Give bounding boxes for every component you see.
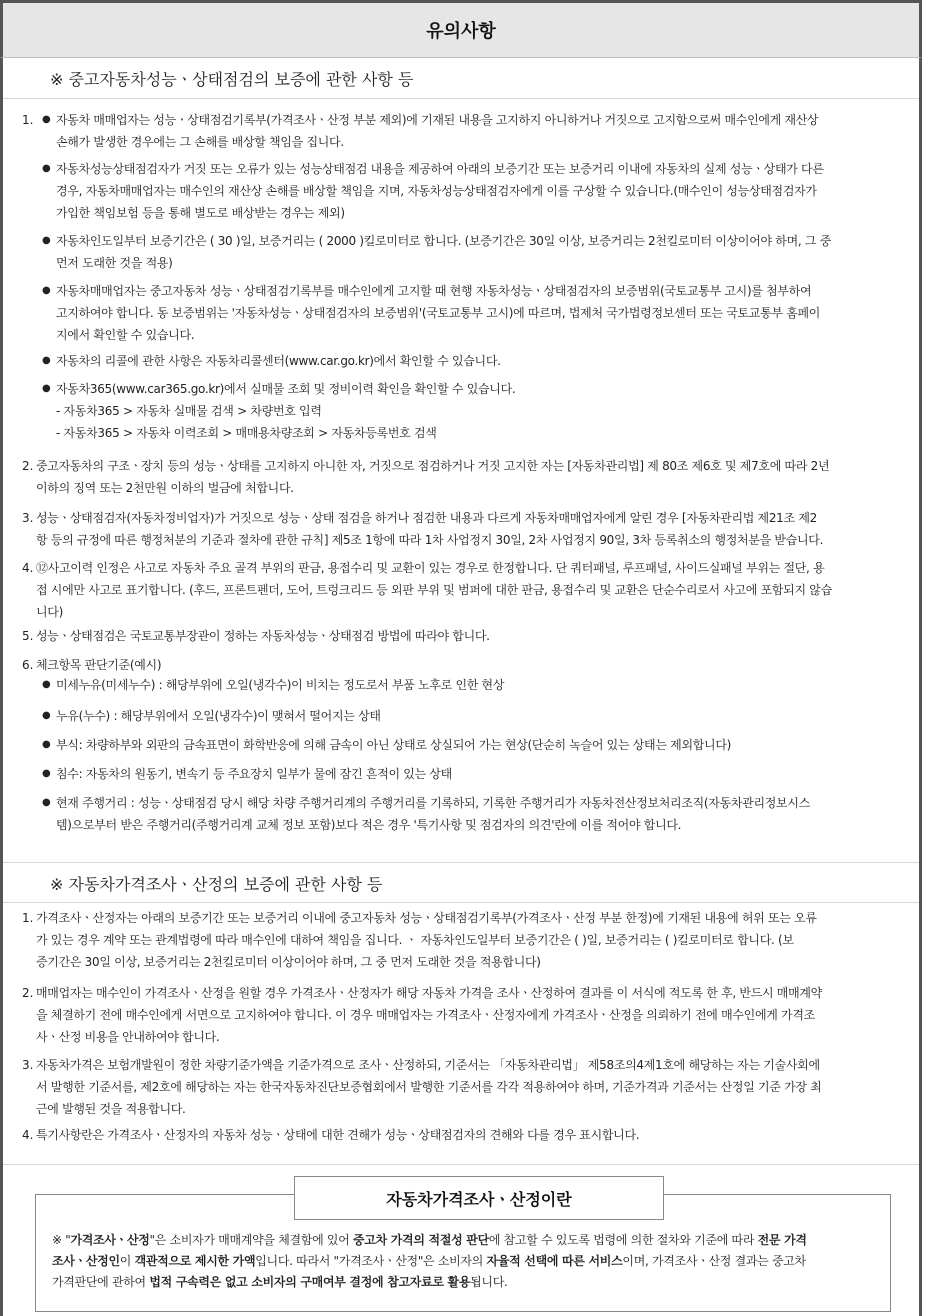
info-box-line: ※ "가격조사ㆍ산정"은 소비자가 매매계약을 체결함에 있어 중고차 가격의 적절성 판단에 참고할 수 있도록 법령에 의한 절차와 기준에 따라 전문 가격	[52, 1233, 807, 1247]
section2-heading: ※ 자동차가격조사ㆍ산정의 보증에 관한 사항 등	[50, 875, 383, 894]
item-text: 중고자동차의 구조ㆍ장치 등의 성능ㆍ상태를 고지하지 아니한 자, 거짓으로 점검하거나 거짓 고지한 자는 [자동차관리법] 제 80조 제6호 및 제7호에 따라 2년	[36, 459, 830, 473]
bullet-icon: ●	[42, 355, 51, 366]
item-text: 니다)	[36, 605, 63, 619]
bullet-text: 자동차매매업자는 중고자동차 성능ㆍ상태점검기록부를 매수인에게 고지할 때 현행 자동차성능ㆍ상태점검자의 보증범위(국토교통부 고시)를 첨부하여	[56, 284, 812, 298]
bullet-text: 침수: 자동차의 원동기, 변속기 등 주요장치 일부가 물에 잠긴 흔적이 있는 상태	[56, 767, 452, 781]
item-text: 성능ㆍ상태점검은 국토교통부장관이 정하는 자동차성능ㆍ상태점검 방법에 따라야 합니다.	[36, 629, 490, 643]
item-text: 근에 발행된 것을 적용합니다.	[36, 1102, 186, 1116]
bullet-text: - 자동차365 > 자동차 실매물 검색 > 차량번호 입력	[56, 404, 322, 418]
item-text: 이하의 징역 또는 2천만원 이하의 벌금에 처합니다.	[36, 481, 294, 495]
item-number: 5.	[22, 629, 34, 643]
bullet-text: 자동차의 리콜에 관한 사항은 자동차리콜센터(www.car.go.kr)에서 확인할 수 있습니다.	[56, 354, 501, 368]
divider	[3, 98, 919, 99]
bullet-icon: ●	[42, 235, 51, 246]
bullet-icon: ●	[42, 739, 51, 750]
bullet-icon: ●	[42, 114, 51, 125]
bullet-text: 자동차인도일부터 보증기간은 ( 30 )일, 보증거리는 ( 2000 )킬로미터로 합니다. (보증기간은 30일 이상, 보증거리는 2천킬로미터 이상이어야 하며, 그 중	[56, 234, 832, 248]
item-text: 성능ㆍ상태점검자(자동차정비업자)가 거짓으로 성능ㆍ상태 점검을 하거나 점검한 내용과 다르게 자동차매매업자에게 알린 경우 [자동차관리법 제21조 제2	[36, 511, 817, 525]
info-box-text	[52, 1230, 882, 1293]
bullet-text: 손해가 발생한 경우에는 그 손해를 배상할 책임을 집니다.	[56, 135, 344, 149]
bullet-text: 부식: 차량하부와 외판의 금속표면이 화학반응에 의해 금속이 아닌 상태로 상실되어 가는 현상(단순히 녹슬어 있는 상태는 제외합니다)	[56, 738, 731, 752]
item-text: 접 시에만 사고로 표기합니다. (후드, 프론트펜더, 도어, 트렁크리드 등 외판 부위 및 범퍼에 대한 판금, 용접수리 및 교환은 단순수리로서 사고에 포함되지 않습	[36, 583, 832, 597]
item-number: 4.	[22, 561, 34, 575]
item-text: 가 있는 경우 계약 또는 관계법령에 따라 매수인에 대하여 책임을 집니다. ㆍ 자동차인도일부터 보증기간은 ( )일, 보증거리는 ( )킬로미터로 합니다. (보	[36, 933, 794, 947]
item-text: 체크항목 판단기준(예시)	[36, 658, 162, 672]
bullet-text: - 자동차365 > 자동차 이력조회 > 매매용차량조회 > 자동차등록번호 검색	[56, 426, 437, 440]
bullet-icon: ●	[42, 797, 51, 808]
bullet-text: 현재 주행거리 : 성능ㆍ상태점검 당시 해당 차량 주행거리계의 주행거리를 기록하되, 기록한 주행거리가 자동차전산정보처리조직(자동차관리정보시스	[56, 796, 810, 810]
bullet-text: 경우, 자동차매매업자는 매수인의 재산상 손해를 배상할 책임을 지며, 자동차성능상태점검자에게 이를 구상할 수 있습니다.(매수인이 성능상태점검자가	[56, 184, 817, 198]
page-title: 유의사항	[0, 0, 922, 58]
item-number: 2.	[22, 459, 34, 473]
bullet-icon: ●	[42, 679, 51, 690]
item-text: 항 등의 규정에 따른 행정처분의 기준과 절차에 관한 규칙] 제5조 1항에 따라 1차 사업정지 30일, 2차 사업정지 90일, 3차 등록취소의 행정처분을 받습니다.	[36, 533, 824, 547]
bullet-text: 지에서 확인할 수 있습니다.	[56, 328, 195, 342]
info-box-title: 자동차가격조사ㆍ산정이란	[294, 1176, 664, 1220]
bullet-text: 먼저 도래한 것을 적용)	[56, 256, 173, 270]
info-box-line: 조사ㆍ산정인이 객관적으로 제시한 가액입니다. 따라서 "가격조사ㆍ산정"은 소비자의 자율적 선택에 따른 서비스이며, 가격조사ㆍ산정 결과는 중고차	[52, 1254, 806, 1268]
section1-heading: ※ 중고자동차성능ㆍ상태점검의 보증에 관한 사항 등	[50, 70, 414, 89]
item-number: 6.	[22, 658, 34, 672]
item-text: 을 체결하기 전에 매수인에게 서면으로 고지하여야 합니다. 이 경우 매매업자는 가격조사ㆍ산정자에게 가격조사ㆍ산정을 의뢰하기 전에 매수인에게 가격조	[36, 1008, 815, 1022]
item-text: 특기사항란은 가격조사ㆍ산정자의 자동차 성능ㆍ상태에 대한 견해가 성능ㆍ상태점검자의 견해와 다를 경우 표시합니다.	[36, 1128, 640, 1142]
bullet-text: 고지하여야 합니다. 동 보증범위는 '자동차성능ㆍ상태점검자의 보증범위'(국토교통부 고시)에 따르며, 법제처 국가법령정보센터 또는 국토교통부 홈페이	[56, 306, 821, 320]
info-box-line: 가격판단에 관하여 법적 구속력은 없고 소비자의 구매여부 결정에 참고자료로 활용됩니다.	[52, 1275, 508, 1289]
item-text: 서 발행한 기준서를, 제2호에 해당하는 자는 한국자동차진단보증협회에서 발행한 기준서를 각각 적용하여야 하며, 기준가격과 기준서는 산정일 기준 가장 최	[36, 1080, 822, 1094]
bullet-text: 자동차 매매업자는 성능ㆍ상태점검기록부(가격조사ㆍ산정 부분 제외)에 기재된 내용을 고지하지 아니하거나 거짓으로 고지함으로써 매수인에게 재산상	[56, 113, 819, 127]
bullet-text: 자동차성능상태점검자가 거짓 또는 오류가 있는 성능상태점검 내용을 제공하여 아래의 보증기간 또는 보증거리 이내에 자동차의 실제 성능ㆍ상태가 다른	[56, 162, 824, 176]
divider	[3, 902, 919, 903]
item-number: 2.	[22, 986, 34, 1000]
bullet-text: 미세누유(미세누수) : 해당부위에 오일(냉각수)이 비치는 정도로서 부품 노후로 인한 현상	[56, 678, 505, 692]
item-number: 4.	[22, 1128, 34, 1142]
bullet-icon: ●	[42, 768, 51, 779]
item-text: ⑫사고이력 인정은 사고로 자동차 주요 골격 부위의 판금, 용접수리 및 교환이 있는 경우로 한정합니다. 단 쿼터패널, 루프패널, 사이드실패널 부위는 절단, 용	[36, 561, 825, 575]
divider	[3, 1164, 919, 1165]
item-text: 가격조사ㆍ산정자는 아래의 보증기간 또는 보증거리 이내에 중고자동차 성능ㆍ상태점검기록부(가격조사ㆍ산정 부분 한정)에 기재된 내용에 허위 또는 오류	[36, 911, 817, 925]
bullet-text: 자동차365(www.car365.go.kr)에서 실매물 조회 및 정비이력 확인을 확인할 수 있습니다.	[56, 382, 516, 396]
bullet-icon: ●	[42, 163, 51, 174]
item-text: 사ㆍ산정 비용을 안내하여야 합니다.	[36, 1030, 220, 1044]
item-text: 매매업자는 매수인이 가격조사ㆍ산정을 원할 경우 가격조사ㆍ산정자가 해당 자동차 가격을 조사ㆍ산정하여 결과를 이 서식에 적도록 한 후, 반드시 매매계약	[36, 986, 822, 1000]
item-number: 3.	[22, 511, 34, 525]
bullet-icon: ●	[42, 285, 51, 296]
item-number: 3.	[22, 1058, 34, 1072]
item-text: 자동차가격은 보험개발원이 정한 차량기준가액을 기준가격으로 조사ㆍ산정하되, 기준서는 「자동차관리법」 제58조의4제1호에 해당하는 자는 기술사회에	[36, 1058, 820, 1072]
bullet-text: 가입한 책임보험 등을 통해 별도로 배상받는 경우는 제외)	[56, 206, 345, 220]
divider	[3, 862, 919, 863]
item-text: 증기간은 30일 이상, 보증거리는 2천킬로미터 이상이어야 하며, 그 중 먼저 도래한 것을 적용합니다)	[36, 955, 541, 969]
bullet-icon: ●	[42, 710, 51, 721]
bullet-text: 누유(누수) : 해당부위에서 오일(냉각수)이 맺혀서 떨어지는 상태	[56, 709, 381, 723]
bullet-icon: ●	[42, 383, 51, 394]
bullet-text: 템)으로부터 받은 주행거리(주행거리계 교체 정보 포함)보다 적은 경우 '특기사항 및 점검자의 의견'란에 이를 적어야 합니다.	[56, 818, 682, 832]
item-number: 1.	[22, 113, 34, 127]
item-number: 1.	[22, 911, 34, 925]
